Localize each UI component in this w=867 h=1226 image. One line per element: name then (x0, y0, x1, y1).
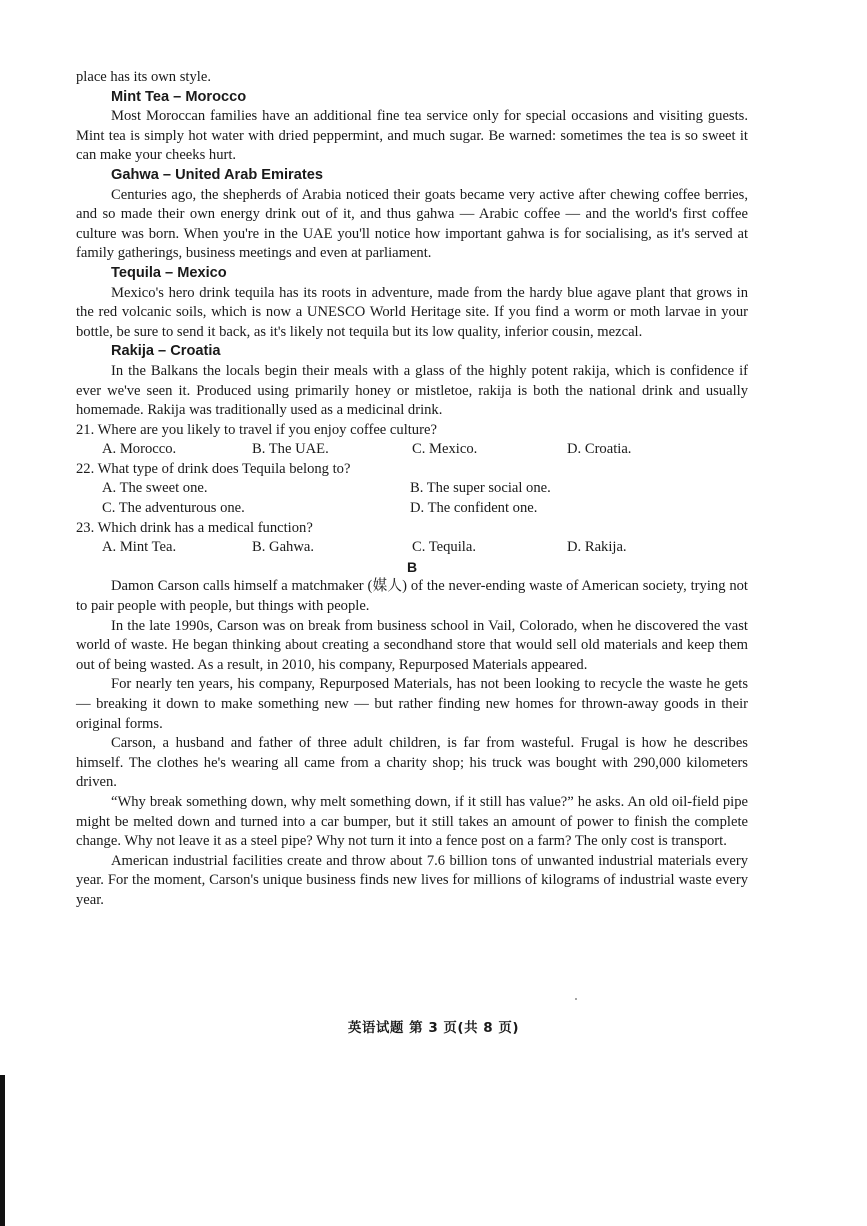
section-body: In the Balkans the locals begin their meals with a glass of the highly potent rakija, which is confidence if ever we've seen it. Produced using primarily honey or mistletoe, rakija is both the national drink and usually homemade. Rakija was traditionally used as a medicinal drink. (76, 362, 748, 419)
passage-b-paragraph: American industrial facilities create and throw about 7.6 billion tons of unwanted industrial materials every year. For the moment, Carson's unique business finds new lives for millions of kilograms of industrial waste every year. (76, 852, 748, 908)
option-b: B. The UAE. (252, 441, 329, 458)
question-stem: 21. Where are you likely to travel if you enjoy coffee culture? (76, 421, 437, 438)
section-heading: Rakija – Croatia (111, 343, 221, 360)
passage-b-paragraph: Carson, a husband and father of three adult children, is far from wasteful. Frugal is how he describes himself. The clothes he's wearing all came from a charity shop; his truck was bought with 290,000 kilometers driven. (76, 735, 748, 791)
option-b: B. The super social one. (410, 480, 551, 497)
intro-tail: place has its own style. (76, 69, 211, 85)
question-options (76, 538, 748, 558)
option-d: D. Rakija. (567, 539, 627, 556)
section-heading: Mint Tea – Morocco (111, 88, 247, 105)
section-heading: Gahwa – United Arab Emirates (111, 166, 323, 183)
section-body: Centuries ago, the shepherds of Arabia noticed their goats became very active after chewing coffee berries, and so made their own energy drink out of it, and thus gahwa — Arabic coffee — and the world's first coffee culture was born. When you're in the UAE you'll notice how important gahwa is for socialising, as it's served at family gatherings, business meetings and even at parliament. (76, 186, 748, 262)
scan-edge-mark (0, 1075, 5, 1226)
option-a: A. Mint Tea. (102, 539, 177, 556)
section-body: Most Moroccan families have an additional fine tea service only for special occasions and visiting guests. Mint tea is simply hot water with dried peppermint, and much sugar. Be warned: sometimes the tea is so sweet it can make your cheeks hurt. (76, 108, 748, 164)
option-c: C. Mexico. (412, 441, 478, 458)
question-stem: 23. Which drink has a medical function? (76, 519, 313, 536)
option-d: D. The confident one. (410, 500, 538, 517)
option-c: C. Tequila. (412, 539, 476, 556)
option-c: C. The adventurous one. (102, 500, 245, 517)
passage-b-paragraph: For nearly ten years, his company, Repurposed Materials, has not been looking to recycle the waste he gets — breaking it down to make something new — but rather finding new homes for thrown-away goods in their original forms. (76, 676, 748, 732)
page-text (76, 68, 748, 911)
passage-b-paragraph: Damon Carson calls himself a matchmaker (媒人) of the never-ending waste of American society, trying not to pair people with people, but things with people. (76, 578, 748, 615)
passage-b-paragraph: “Why break something down, why melt something down, if it still has value?” he asks. An old oil-field pipe might be melted down and turned into a car bumper, but it still takes an amount of power to finish the complete change. Why not leave it as a steel pipe? Why not turn it into a fence post on a farm? The only cost is transport. (76, 793, 748, 850)
section-body: Mexico's hero drink tequila has its roots in adventure, made from the hardy blue agave plant that grows in the red volcanic soils, which is now a UNESCO World Heritage site. If you find a worm or moth larvae in your bottle, be sure to send it back, as it's likely not tequila but its low quality, inferior cousin, mezcal. (76, 284, 748, 340)
option-b: B. Gahwa. (252, 539, 315, 556)
section-heading: Tequila – Mexico (111, 264, 227, 281)
page-footer: 英语试题 第 3 页(共 8 页) (347, 1020, 520, 1036)
passage-b-label: B (406, 558, 418, 575)
scan-speck (575, 998, 577, 1000)
option-d: D. Croatia. (567, 441, 632, 458)
question-stem: 22. What type of drink does Tequila belong to? (76, 460, 351, 477)
option-a: A. The sweet one. (102, 480, 208, 497)
passage-b-paragraph: In the late 1990s, Carson was on break from business school in Vail, Colorado, when he discovered the vast world of waste. He began thinking about creating a secondhand store that would sell old materials and keep them out of being wasted. As a result, in 2010, his company, Repurposed Materials appeared. (76, 617, 748, 673)
question-options (76, 440, 748, 460)
option-a: A. Morocco. (102, 441, 177, 458)
question-options (76, 479, 748, 518)
